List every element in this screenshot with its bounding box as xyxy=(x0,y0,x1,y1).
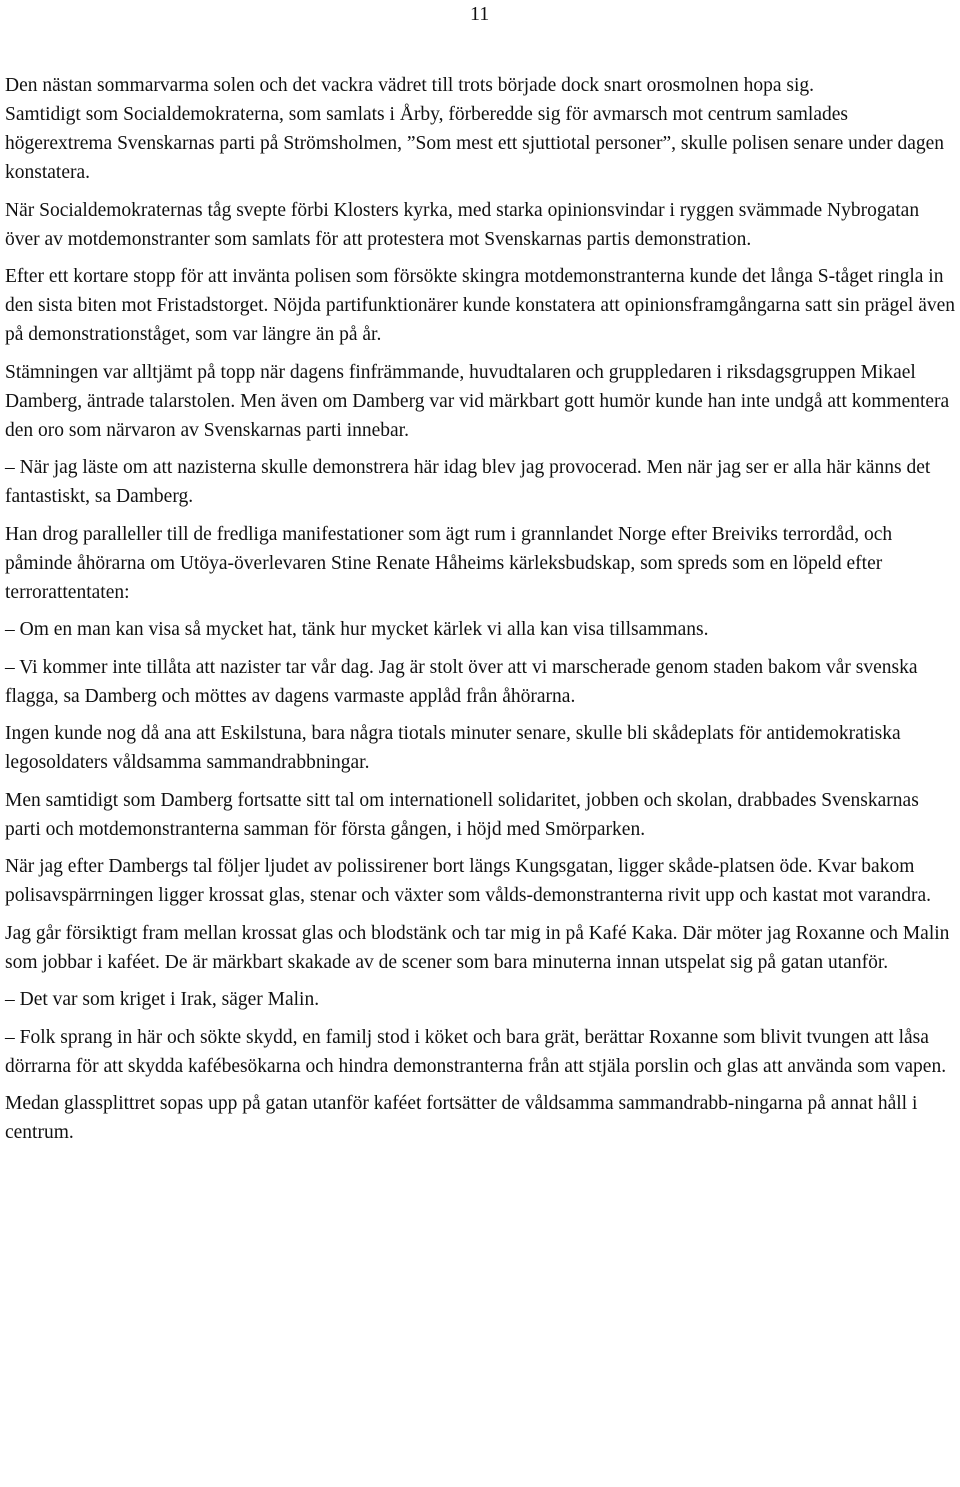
quote-haheim: – Om en man kan visa så mycket hat, tänk hur mycket kärlek vi alla kan visa tillsammans. xyxy=(5,619,709,640)
page-number: 11 xyxy=(470,3,490,25)
paragraph-12: När jag efter Dambergs tal följer ljudet av polissirener bort längs Kungsgatan, ligger skåde-platsen öde. Kvar bakom polisavspärrningen ligger krossat glas, stenar och växter som vålds-demonstranterna rivit upp och kastat mot varandra. xyxy=(5,856,931,906)
article-body xyxy=(5,71,957,1156)
paragraph-1: Den nästan sommarvarma solen och det vackra vädret till trots började dock snart orosmolnen hopa sig. xyxy=(5,75,815,96)
quote-damberg-2: – Vi kommer inte tillåta att nazister tar vår dag. Jag är stolt över att vi marscherade genom staden bakom vår svenska flagga, sa Damberg och möttes av dagens varmaste applåd från åhörarna. xyxy=(5,656,918,707)
quote-roxanne: – Folk sprang in här och sökte skydd, en familj stod i köket och bara grät, berättar Roxanne som blivit tvungen att låsa dörrarna för att skydda kafébesökarna och hindra demonstranterna från att stjäla porslin och glas att använda som vapen. xyxy=(5,1026,947,1077)
paragraph-11: Men samtidigt som Damberg fortsatte sitt tal om internationell solidaritet, jobben och skolan, drabbades Svenskarnas parti och motdemonstranterna samman för första gången, i höjd med Smörparken. xyxy=(5,789,919,840)
paragraph-2: Samtidigt som Socialdemokraterna, som samlats i Årby, förberedde sig för avmarsch mot centrum samlades högerextrema Svenskarnas parti på Strömsholmen, ”Som mest ett sjuttiotal personer”, skulle polisen senare under dagen konstatera. xyxy=(5,104,945,183)
paragraph-7: Han drog paralleller till de fredliga manifestationer som ägt rum i grannlandet Norge efter Breiviks terrordåd, och påminde åhörarna om Utöya-överlevaren Stine Renate Håheims kärleksbudskap, som spreds som en löpeld efter terrorattentaten: xyxy=(5,523,893,603)
quote-malin: – Det var som kriget i Irak, säger Malin. xyxy=(5,989,320,1010)
paragraph-5: Stämningen var alltjämt på topp när dagens finfrämmande, huvudtalaren och gruppledaren i riksdagsgruppen Mikael Damberg, äntrade talarstolen. Men även om Damberg var vid märkbart gott humör kunde han inte undgå att kommentera den oro som närvaron av Svenskarnas parti innebar. xyxy=(5,361,950,441)
paragraph-10: Ingen kunde nog då ana att Eskilstuna, bara några tiotals minuter senare, skulle bli skådeplats för antidemokratiska legosoldaters våldsamma sammandrabbningar. xyxy=(5,723,901,773)
paragraph-4: Efter ett kortare stopp för att invänta polisen som försökte skingra motdemonstranterna kunde det långa S-tåget ringla in den sista biten mot Fristadstorget. Nöjda partifunktionärer kunde konstatera att opinionsframgångarna satt sin prägel även på demonstrationståget, som var längre än på år. xyxy=(5,266,956,345)
paragraph-16: Medan glassplittret sopas upp på gatan utanför kaféet fortsätter de våldsamma sammandrabb-ningarna på annat håll i centrum. xyxy=(5,1093,918,1143)
paragraph-13: Jag går försiktigt fram mellan krossat glas och blodstänk och tar mig in på Kafé Kaka. Där möter jag Roxanne och Malin som jobbar i kaféet. De är märkbart skakade av de scener som bara minuterna innan utspelat sig på gatan utanför. xyxy=(5,922,950,973)
quote-damberg-1: – När jag läste om att nazisterna skulle demonstrera här idag blev jag provocerad. Men när jag ser er alla här känns det fantastiskt, sa Damberg. xyxy=(5,457,931,507)
paragraph-3: När Socialdemokraternas tåg svepte förbi Klosters kyrka, med starka opinionsvindar i ryggen svämmade Nybrogatan över av motdemonstranter som samlats för att protestera mot Svenskarnas partis demonstration. xyxy=(5,199,920,250)
